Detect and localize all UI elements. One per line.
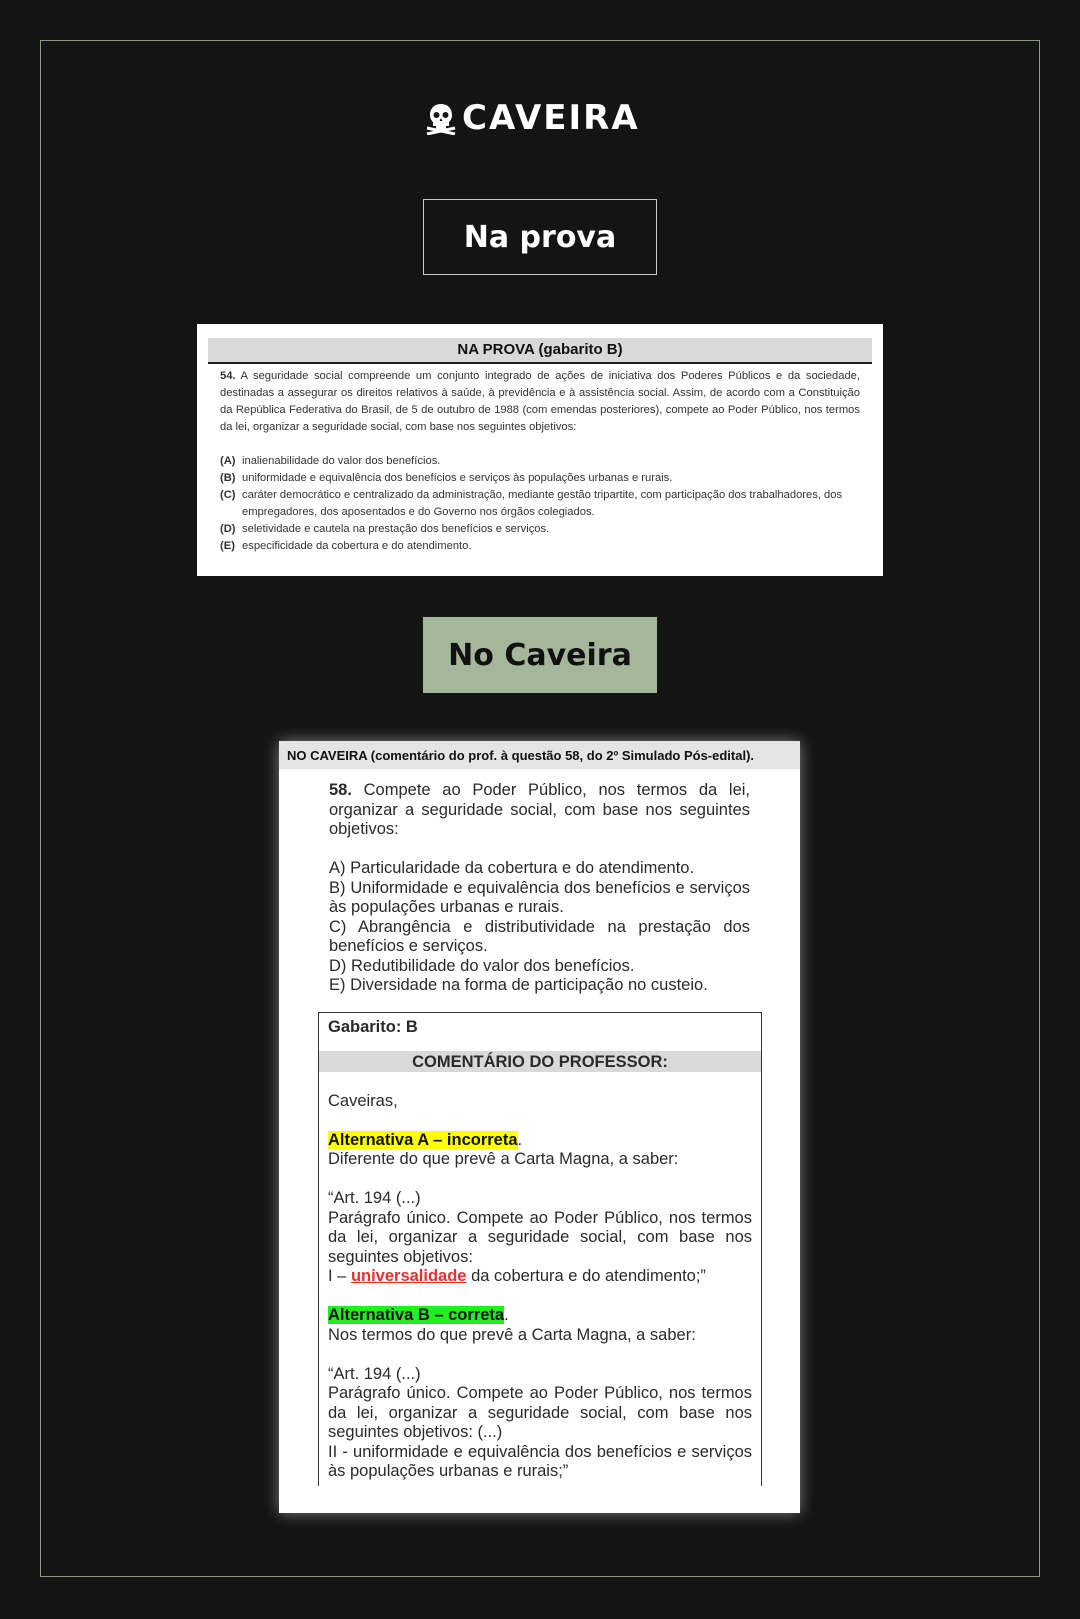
option-c: (C) caráter democrático e centralizado da administração, mediante gestão tripartite, com participação dos trabalhadores, dos empregadores, dos aposentados e do Governo nos órgãos colegiados. — [220, 489, 843, 518]
alt-b-intro: Nos termos do que prevê a Carta Magna, a saber: — [328, 1325, 696, 1344]
art-a-title: “Art. 194 (...) — [328, 1189, 421, 1207]
question-54-text — [220, 368, 860, 436]
greeting: Caveiras, — [328, 1091, 398, 1110]
option-d: D) Redutibilidade do valor dos benefícios. — [329, 956, 635, 975]
question-number: 54. — [220, 370, 236, 382]
option-e: (E) especificidade da cobertura e do atendimento. — [220, 540, 472, 552]
skull-icon — [424, 101, 458, 135]
question-statement: Compete ao Poder Público, nos termos da lei, organizar a seguridade social, com base nos seguintes objetivos: — [329, 781, 750, 838]
brand-logo — [424, 100, 640, 136]
alt-a-intro: Diferente do que prevê a Carta Magna, a saber: — [328, 1150, 679, 1168]
question-statement: A seguridade social compreende um conjunto integrado de ações de iniciativa dos Poderes Públicos e da sociedade, destinadas a assegurar os direitos relativos à saúde, à previdência e à assistência social. Assim, de acordo com a Constituição da República Federativa do Brasil, de 5 de outubro de 1988 (com emendas posteriores), compete ao Poder Público, nos termos da lei, organizar a seguridade social, com base nos seguintes objetivos: — [220, 370, 860, 433]
alt-a-label: Alternativa A – incorreta — [328, 1130, 518, 1149]
option-b: B) Uniformidade e equivalência dos benefícios e serviços às populações urbanas e rurais. — [329, 878, 750, 916]
option-c: C) Abrangência e distributividade na prestação dos benefícios e serviços. — [329, 917, 750, 955]
art-a-text: Parágrafo único. Compete ao Poder Público, nos termos da lei, organizar a seguridade social, com base nos seguintes objetivos: — [328, 1208, 752, 1266]
no-caveira-card-header: NO CAVEIRA (comentário do prof. à questão 58, do 2º Simulado Pós-edital). — [279, 741, 800, 769]
answer-comment-box — [318, 1012, 762, 1486]
alt-b-label: Alternativa B – correta — [328, 1306, 505, 1324]
na-prova-question-card — [197, 324, 883, 576]
alt-a-label-line: Alternativa A – incorreta. — [328, 1130, 523, 1149]
art-b-text: Parágrafo único. Compete ao Poder Público, nos termos da lei, organizar a seguridade social, com base nos seguintes objetivos: (...) — [328, 1384, 752, 1441]
no-caveira-label: No Caveira — [423, 617, 657, 693]
na-prova-label: Na prova — [423, 199, 657, 275]
option-d: (D) seletividade e cautela na prestação dos benefícios e serviços. — [220, 523, 550, 535]
option-a: A) Particularidade da cobertura e do atendimento. — [329, 859, 695, 877]
highlight-universalidade: universalidade — [350, 1267, 467, 1285]
art-a-item: I – universalidade da cobertura e do atendimento;” — [328, 1267, 706, 1285]
no-caveira-question-card — [279, 741, 800, 1513]
option-b: (B) uniformidade e equivalência dos benefícios e serviços às populações urbanas e rurais. — [220, 472, 673, 484]
brand-name: CAVEIRA — [462, 98, 640, 138]
question-58-text — [329, 781, 750, 840]
option-e: E) Diversidade na forma de participação no custeio. — [329, 976, 708, 994]
comment-header: COMENTÁRIO DO PROFESSOR: — [319, 1051, 761, 1072]
art-b-item: II - uniformidade e equivalência dos benefícios e serviços às populações urbanas e rurais;” — [328, 1442, 752, 1480]
option-a: (A) inalienabilidade do valor dos benefícios. — [220, 455, 441, 467]
art-b-title: “Art. 194 (...) — [328, 1364, 421, 1383]
alt-b-label-line: Alternativa B – correta. — [328, 1306, 509, 1324]
na-prova-card-header: NA PROVA (gabarito B) — [208, 338, 872, 364]
question-number: 58. — [329, 781, 352, 799]
gabarito: Gabarito: B — [328, 1018, 418, 1036]
